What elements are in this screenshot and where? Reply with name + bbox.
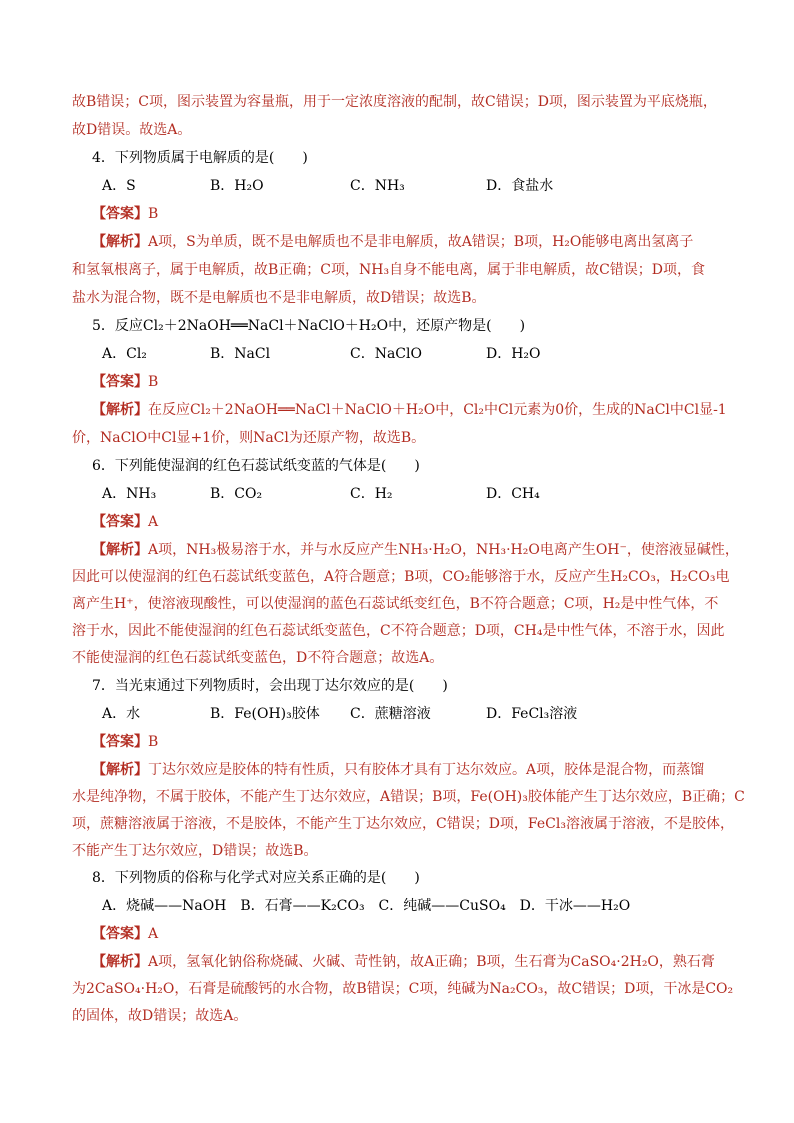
q5-option-b: B．NaCl [210,346,271,362]
q4-option-c: C．NH₃ [350,178,405,194]
analysis-text: A项，NH₃极易溶于水，并与水反应产生NH₃·H₂O，NH₃·H₂O电离产生OH⁻，使溶液显碱性， [148,542,739,558]
analysis-label: 【解析】 [92,954,148,970]
question-7-analysis-2: 水是纯净物，不属于胶体，不能产生丁达尔效应，A错误；B项，Fe(OH)₃胶体能产生丁达尔效应，B正确；C [72,789,745,805]
q7-option-a: A．水 [102,706,141,722]
question-8-answer [92,924,772,944]
q6-option-c: C．H₂ [350,486,393,502]
analysis-text: A项，S为单质，既不是电解质也不是非电解质，故A错误；B项，H₂O能够电离出氢离子 [148,234,694,250]
question-8-stem: 8．下列物质的俗称与化学式对应关系正确的是( ) [92,870,420,886]
q7-option-c: C．蔗糖溶液 [350,706,431,722]
q6-option-b: B．CO₂ [210,486,263,502]
analysis-label: 【解析】 [92,762,148,778]
question-7-analysis-4: 不能产生丁达尔效应，D错误；故选B。 [72,843,318,859]
question-4-analysis-3: 盐水为混合物，既不是电解质也不是非电解质，故D错误；故选B。 [72,290,486,306]
question-6-analysis-5: 不能使湿润的红色石蕊试纸变蓝色，D不符合题意；故选A。 [72,650,444,666]
question-7-stem: 7．当光束通过下列物质时，会出现丁达尔效应的是( ) [92,678,448,694]
answer-label: 【答案】 [92,206,148,222]
question-6-analysis-2: 因此可以使湿润的红色石蕊试纸变蓝色，A符合题意；B项，CO₂能够溶于水，反应产生H₂CO₃，H₂CO₃电 [72,569,730,585]
answer-label: 【答案】 [92,514,148,530]
answer-label: 【答案】 [92,734,148,750]
question-8-analysis-3: 的固体，故D错误；故选A。 [72,1008,248,1024]
answer-value: B [148,206,159,222]
question-4-analysis-1 [92,232,772,252]
analysis-label: 【解析】 [92,542,148,558]
question-5-answer [92,372,772,392]
question-5-stem: 5．反应Cl₂＋2NaOH══NaCl＋NaClO＋H₂O中，还原产物是( ) [92,318,526,334]
q6-option-a: A．NH₃ [102,486,157,502]
prev-analysis-line-1: 故B错误；C项，图示装置为容量瓶，用于一定浓度溶液的配制，故C错误；D项，图示装置为平底烧瓶， [72,94,717,110]
answer-value: B [148,734,159,750]
prev-analysis-line-2: 故D错误。故选A。 [72,122,192,138]
question-6-analysis-4: 溶于水，因此不能使湿润的红色石蕊试纸变蓝色，C不符合题意；D项，CH₄是中性气体，不溶于水，因此 [72,623,725,639]
q4-option-a: A．S [102,178,136,194]
analysis-label: 【解析】 [92,402,148,418]
q6-option-d: D．CH₄ [486,486,540,502]
q5-option-c: C．NaClO [350,346,422,362]
q4-option-d: D．食盐水 [486,178,554,194]
question-6-answer [92,512,772,532]
question-4-answer [92,204,772,224]
question-7-analysis-1 [92,760,772,780]
question-4-stem: 4．下列物质属于电解质的是( ) [92,150,308,166]
question-6-analysis-3: 离产生H⁺，使溶液现酸性，可以使湿润的蓝色石蕊试纸变红色，B不符合题意；C项，H₂是中性气体，不 [72,596,719,612]
q5-option-a: A．Cl₂ [102,346,147,362]
question-6-analysis-1 [92,540,772,560]
q4-option-b: B．H₂O [210,178,264,194]
answer-value: A [148,514,159,530]
q7-option-d: D．FeCl₃溶液 [486,706,578,722]
question-6-stem: 6．下列能使湿润的红色石蕊试纸变蓝的气体是( ) [92,458,420,474]
analysis-text: A项，氢氧化钠俗称烧碱、火碱、苛性钠，故A正确；B项，生石膏为CaSO₄·2H₂O，熟石膏 [148,954,715,970]
answer-label: 【答案】 [92,926,148,942]
question-8-analysis-1 [92,952,772,972]
answer-label: 【答案】 [92,374,148,390]
answer-value: B [148,374,159,390]
analysis-text: 在反应Cl₂＋2NaOH══NaCl＋NaClO＋H₂O中，Cl₂中Cl元素为0价，生成的NaCl中Cl显-1 [148,402,727,418]
question-8-options: A．烧碱——NaOH B．石膏——K₂CO₃ C．纯碱——CuSO₄ D．干冰——H₂O [102,898,631,914]
question-4-analysis-2: 和氢氧根离子，属于电解质，故B正确；C项，NH₃自身不能电离，属于非电解质，故C错误；D项，食 [72,262,706,278]
answer-value: A [148,926,159,942]
analysis-label: 【解析】 [92,234,148,250]
analysis-text: 丁达尔效应是胶体的特有性质，只有胶体才具有丁达尔效应。A项，胶体是混合物，而蒸馏 [148,762,705,778]
q7-option-b: B．Fe(OH)₃胶体 [210,706,320,722]
question-8-analysis-2: 为2CaSO₄·H₂O，石膏是硫酸钙的水合物，故B错误；C项，纯碱为Na₂CO₃，故C错误；D项，干冰是CO₂ [72,981,734,997]
question-7-analysis-3: 项，蔗糖溶液属于溶液，不是胶体，不能产生丁达尔效应，C错误；D项，FeCl₃溶液属于溶液，不是胶体， [72,816,734,832]
q5-option-d: D．H₂O [486,346,541,362]
question-7-answer [92,732,772,752]
question-5-analysis-1 [92,400,772,420]
question-5-analysis-2: 价，NaClO中Cl显+1价，则NaCl为还原产物，故选B。 [72,430,426,446]
